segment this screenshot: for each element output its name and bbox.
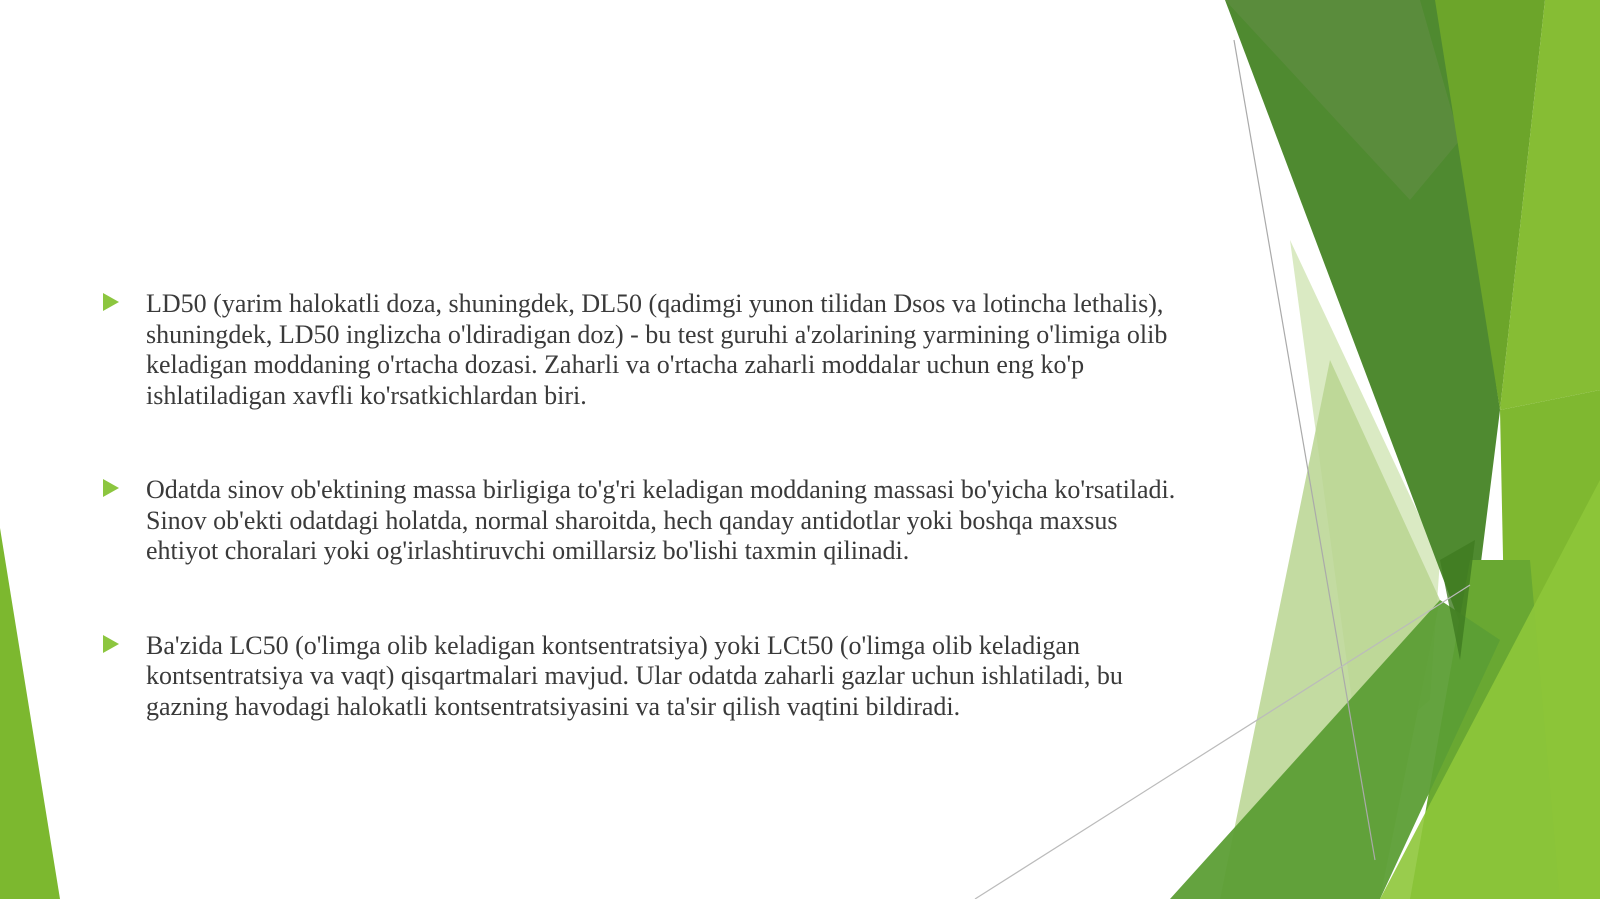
triangle-bullet-icon bbox=[103, 293, 119, 311]
bullet-text: Ba'zida LC50 (o'limga olib keladigan kontsentratsiya) yoki LCt50 (o'limga olib keladigan kontsentratsiya va vaqt) qisqartmalari mavjud. Ular odatda zaharli gazlar uchun ishlatiladi, bu gazning havodagi halokatli kontsentratsiyasini va ta'sir qilish vaqtini bildiradi. bbox=[146, 630, 1123, 721]
bullet-list bbox=[100, 289, 1190, 786]
triangle-bullet-icon bbox=[103, 635, 119, 653]
left-green-sliver bbox=[0, 528, 60, 899]
triangle-bullet-icon bbox=[103, 479, 119, 497]
bullet-item-lc50 bbox=[100, 631, 1190, 723]
bullet-text: LD50 (yarim halokatli doza, shuningdek, DL50 (qadimgi yunon tilidan Dsos va lotincha lethalis), shuningdek, LD50 inglizcha o'ldiradigan doz) - bu test guruhi a'zolarining yarmining o'limiga olib keladigan moddaning o'rtacha dozasi. Zaharli va o'rtacha zaharli moddalar uchun eng ko'p ishlatiladigan xavfli ko'rsatkichlardan biri. bbox=[146, 289, 1168, 410]
bullet-item-mass-unit bbox=[100, 475, 1190, 567]
bullet-text: Odatda sinov ob'ektining massa birligiga to'g'ri keladigan moddaning massasi bo'yicha ko'rsatiladi. Sinov ob'ekti odatdagi holatda, normal sharoitda, hech qanday antidotlar yoki boshqa maxsus ehtiyot choralari yoki og'irlashtiruvchi omillarsiz bo'lishi taxmin qilinadi. bbox=[146, 475, 1176, 565]
bullet-item-ld50 bbox=[100, 289, 1190, 411]
